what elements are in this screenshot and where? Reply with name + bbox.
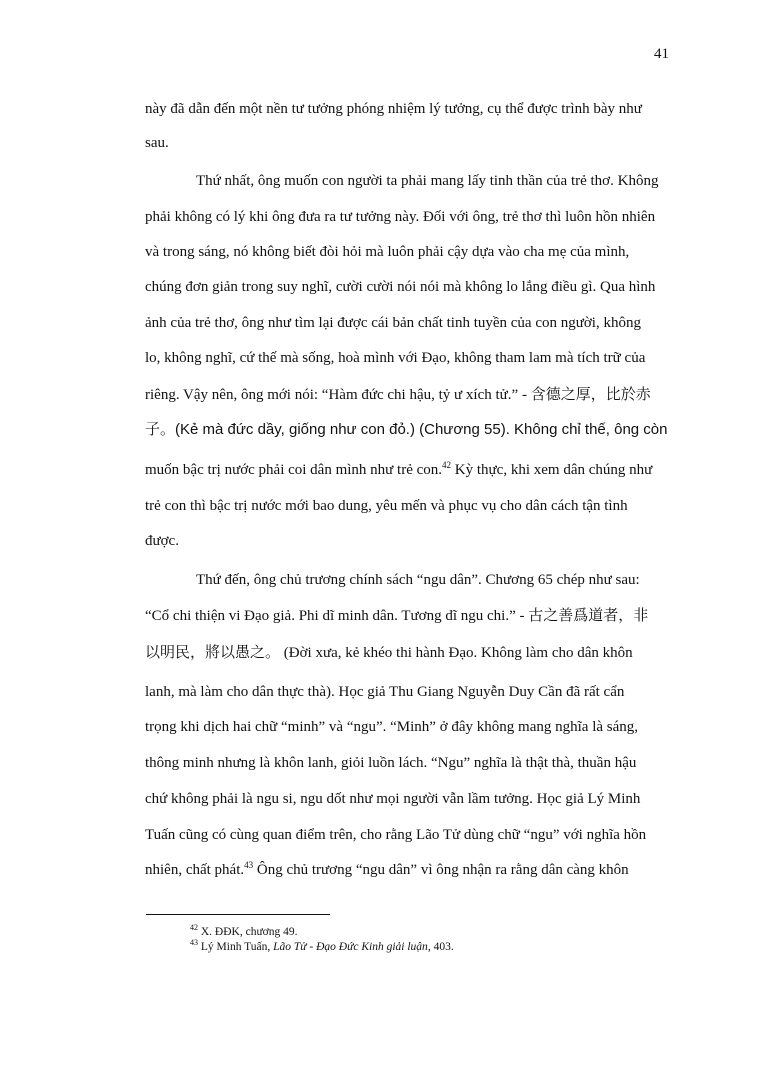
chinese-quote: 以明民，將以愚之。 <box>145 643 281 661</box>
text-line: chúng đơn giản trong suy nghĩ, cười cười nói nói mà không lo lắng điều gì. Qua hình <box>145 279 656 295</box>
text-line: này đã dẫn đến một nền tư tưởng phóng nhiệm lý tưởng, cụ thể được trình bày như <box>145 101 642 117</box>
text-segment: Kỳ thực, khi xem dân chúng như <box>451 462 653 478</box>
text-line: lanh, mà làm cho dân thực thà). Học giả Thu Giang Nguyễn Duy Cần đã rất cẩn <box>145 684 625 700</box>
text-line: ảnh của trẻ thơ, ông như tìm lại được cái bản chất tinh tuyền của con người, không <box>145 315 641 331</box>
translation-text: (Đời xưa, kẻ khéo thi hành Đạo. Không làm cho dân khôn <box>280 645 633 661</box>
text-line-quote <box>145 606 648 625</box>
text-segment: muốn bậc trị nước phải coi dân mình như trẻ con. <box>145 462 443 478</box>
text-line: trẻ con thì bậc trị nước mới bao dung, yêu mến và phục vụ cho dân cách tận tình <box>145 498 628 514</box>
text-line: Tuấn cũng có cùng quan điểm trên, cho rằng Lão Tử dùng chữ “ngu” với nghĩa hồn <box>145 827 647 843</box>
text-line: phải không có lý khi ông đưa ra tư tưởng này. Đối với ông, trẻ thơ thì luôn hồn nhiên <box>145 209 656 225</box>
footnote-number: 43 <box>190 938 198 948</box>
text-line: sau. <box>145 135 169 151</box>
text-line: được. <box>145 533 179 549</box>
footnote-ref-42[interactable]: 42 <box>442 460 452 470</box>
footnote-43 <box>190 940 454 954</box>
quote-text: “Cổ chi thiện vi Đạo giả. Phi dĩ minh dân. Tương dĩ ngu chi.” - <box>145 608 529 624</box>
text-line: chứ không phải là ngu si, ngu dốt như mọi người vẫn lầm tưởng. Học giả Lý Minh <box>145 791 641 807</box>
quote-text: riêng. Vậy nên, ông mới nói: “Hàm đức chi hậu, tỷ ư xích tử.” - <box>145 387 531 403</box>
footnote-number: 42 <box>190 923 198 933</box>
text-line <box>145 461 652 479</box>
text-line-quote <box>145 385 651 404</box>
text-line: và trong sáng, nó không biết đòi hỏi mà luôn phải cậy dựa vào cha mẹ của mình, <box>145 244 630 260</box>
chinese-quote: 古之善爲道者，非 <box>528 606 649 624</box>
chinese-quote: 含德之厚，比於赤 <box>530 385 651 403</box>
footnote-text: Lý Minh Tuấn, <box>198 941 274 953</box>
page-number: 41 <box>654 46 669 62</box>
footnote-divider <box>146 914 330 915</box>
text-segment: nhiên, chất phát. <box>145 862 245 878</box>
footnote-ref-43[interactable]: 43 <box>244 860 254 870</box>
text-line <box>145 861 629 879</box>
text-line: thông minh nhưng là khôn lanh, giỏi luồn lách. “Ngu” nghĩa là thật thà, thuần hậu <box>145 755 637 771</box>
footnote-text: X. ĐĐK, chương 49. <box>198 926 298 938</box>
chinese-quote: 子。 <box>145 420 176 438</box>
footnote-book-title: Lão Tử - Đạo Đức Kinh giải luận <box>273 941 428 953</box>
text-segment: Ông chủ trương “ngu dân” vì ông nhận ra rằng dân càng khôn <box>253 862 629 878</box>
text-line: lo, không nghĩ, cứ thế mà sống, hoà mình với Đạo, không tham lam mà tích trữ của <box>145 350 646 366</box>
footnote-text: , 403. <box>427 941 454 953</box>
footnote-42 <box>190 925 298 939</box>
paragraph-start: Thứ đến, ông chủ trương chính sách “ngu dân”. Chương 65 chép như sau: <box>196 572 640 588</box>
text-line: trọng khi dịch hai chữ “minh” và “ngu”. “Minh” ở đây không mang nghĩa là sáng, <box>145 719 639 735</box>
translation-text: (Kẻ mà đức dầy, giống như con đỏ.) (Chương 55). Không chỉ thế, ông còn <box>175 421 668 438</box>
paragraph-start: Thứ nhất, ông muốn con người ta phải mang lấy tinh thần của trẻ thơ. Không <box>196 173 659 189</box>
text-line <box>145 420 667 439</box>
text-line <box>145 643 633 662</box>
